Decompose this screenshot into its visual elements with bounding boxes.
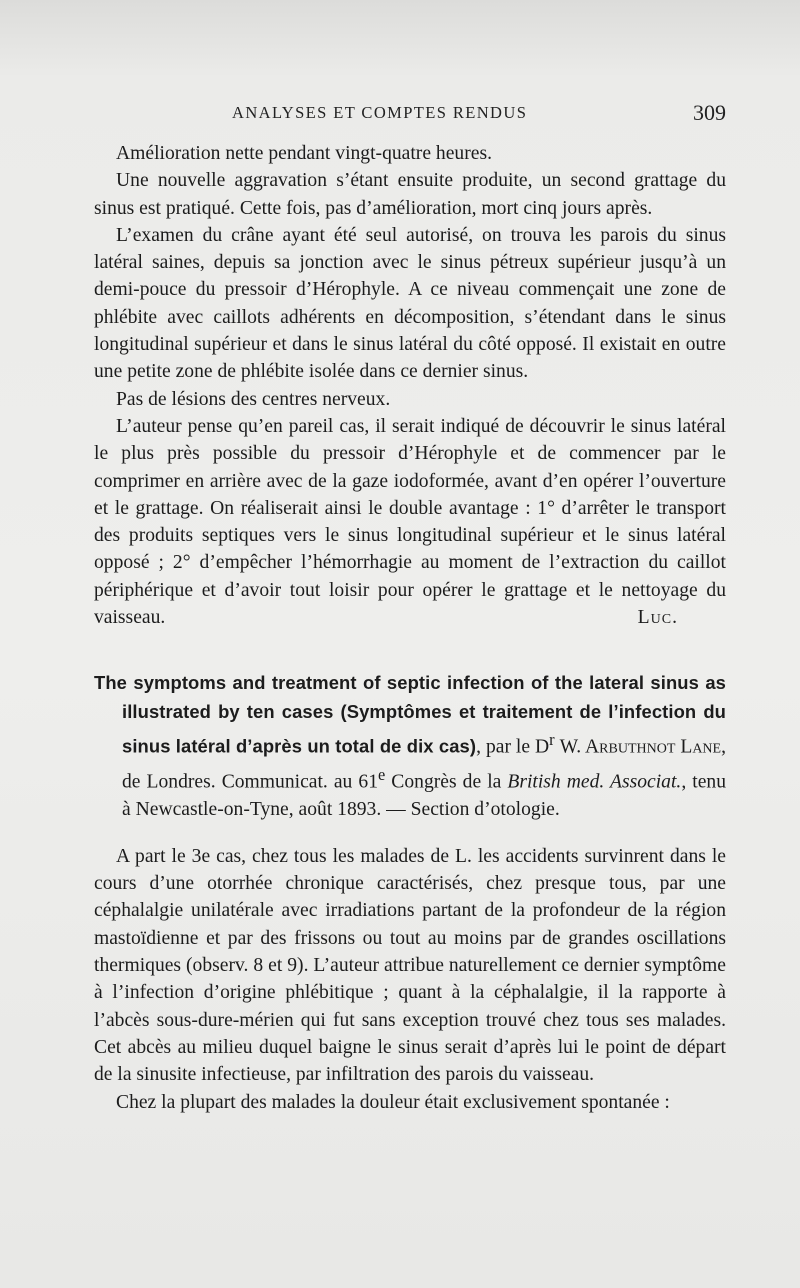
byline-mid: , de Londres. Communicat. au 61 xyxy=(122,736,726,793)
byline-sup: r xyxy=(549,729,555,749)
page-number: 309 xyxy=(693,100,726,125)
paragraph: Amélioration nette pendant vingt-quatre heures. xyxy=(116,143,492,164)
signature: Luc. xyxy=(637,607,678,629)
byline-prefix: , par le D xyxy=(476,736,550,758)
running-head xyxy=(96,100,726,130)
paragraph: A part le 3e cas, chez tous les malades de L. les accidents survinrent dans le cours d’une otorrhée chronique caractérisés, chez presque tous, par une céphalalgie unilatérale avec irradiations partant de la profondeur de la région mastoïdienne et par des frissons ou tout au moins par de grandes oscillations thermiques (observ. 8 et 9). L’auteur attribue naturellement ce dernier symptôme à l’infection d’origine phlébitique ; quant à la céphalalgie, il la rapporte à l’abcès sous-dure-mérien qui fut sans exception trouvé chez tous ses malades. Cet abcès au milieu duquel baigne le sinus serait d’après lui le point de départ de la sinusite infectieuse, par infiltration des parois du vaisseau. xyxy=(94,845,726,1086)
paragraph: Pas de lésions des centres nerveux. xyxy=(116,388,391,410)
paragraph: Une nouvelle aggravation s’étant ensuite produite, un second grattage du sinus est pratiqué. Cette fois, pas d’amélioration, mort cinq jours après. xyxy=(94,170,726,219)
byline-end: , tenu à Newcastle-on-Tyne, août 1893. — Section d’otologie. xyxy=(122,771,726,820)
running-title: ANALYSES ET COMPTES RENDUS xyxy=(232,103,528,122)
page-body xyxy=(94,140,726,1116)
entry-title: The symptoms and treatment of septic infection of the lateral sinus as illustrated by ten cases (Symptômes et traitement de l’infection du sinus latéral d’après un total de dix cas) xyxy=(94,672,726,757)
author-name: W. Arbuthnot Lane xyxy=(559,736,722,758)
journal-name: British med. Associat. xyxy=(507,771,682,793)
section-gap xyxy=(94,823,726,843)
ordinal-sup: e xyxy=(378,764,386,784)
paragraph: Chez la plupart des malades la douleur était exclusivement spontanée : xyxy=(116,1091,670,1113)
paragraph-text: L’auteur pense qu’en pareil cas, il serait indiqué de découvrir le sinus latéral le plus près possible du pressoir d’Hérophyle et de commencer par le comprimer en arrière avec de la gaze iodoformée, avant d’en opérer l’ouverture et le grattage. On réaliserait ainsi le double avantage : 1° d’arrêter le transport des produits septiques vers le sinus longitudinal supérieur et le sinus latéral opposé ; 2° d’empêcher l’hémorrhagie au moment de l’extraction du caillot périphérique et d’avoir tout loisir pour opérer le grattage et le nettoyage du vaisseau. xyxy=(94,415,726,629)
paragraph: L’examen du crâne ayant été seul autorisé, on trouva les parois du sinus latéral saines, depuis sa jonction avec le sinus pétreux supérieur jusqu’à un demi-pouce du pressoir d’Hérophyle. A ce niveau commençait une zone de phlébite avec caillots adhérents en décomposition, s’étendant dans le sinus longitudinal supérieur et dans le sinus latéral du côté opposé. Il existait en outre une petite zone de phlébite isolée dans ce dernier sinus. xyxy=(94,224,726,383)
entry-heading xyxy=(94,669,726,823)
paragraph xyxy=(94,413,726,631)
byline-congress: Congrès de la xyxy=(385,771,508,793)
